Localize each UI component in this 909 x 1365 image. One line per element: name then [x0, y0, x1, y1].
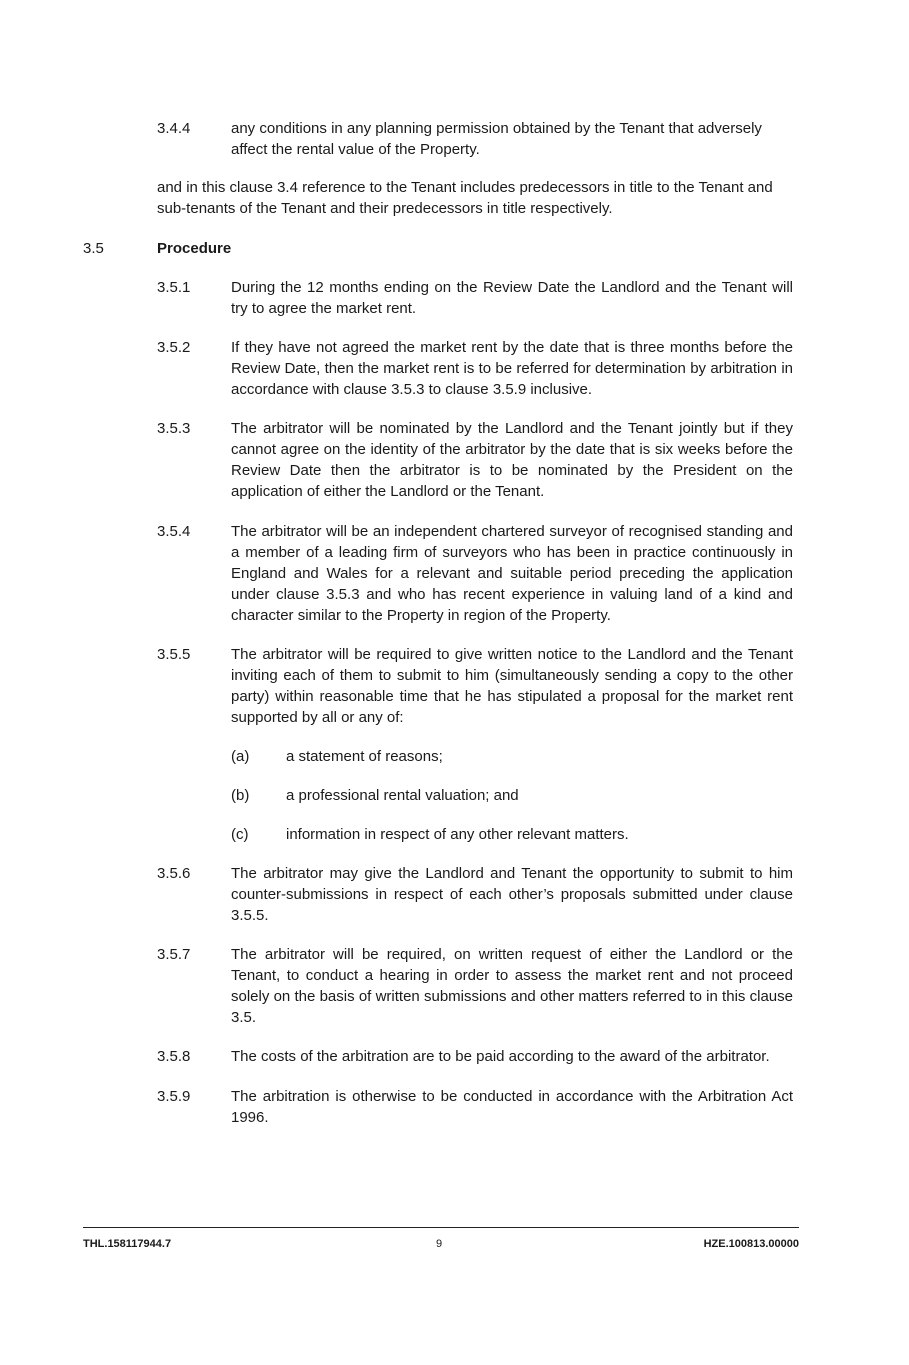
clause-number: 3.5.1: [157, 279, 191, 296]
paragraph: and in this clause 3.4 reference to the Tenant includes predecessors in title to the Tenant and sub-tenants of the Tenant and their predecessors in title respectively.: [157, 179, 773, 217]
subitem-text: a statement of reasons;: [286, 748, 443, 765]
clause-text: The arbitrator may give the Landlord and Tenant the opportunity to submit to him counter-submissions in respect of each other’s proposals submitted under clause 3.5.5.: [231, 865, 793, 924]
clause-number: 3.5.5: [157, 646, 191, 663]
clause-text: any conditions in any planning permission obtained by the Tenant that adversely affect the rental value of the Property.: [231, 120, 762, 158]
clause-number: 3.5.6: [157, 865, 191, 882]
subitem-text: a professional rental valuation; and: [286, 787, 519, 804]
page-number: 9: [436, 1238, 443, 1250]
subitem-label: (b): [231, 787, 250, 804]
clause-text: The arbitration is otherwise to be conducted in accordance with the Arbitration Act 1996.: [231, 1088, 793, 1126]
clause-number: 3.5.8: [157, 1048, 191, 1065]
clause-number: 3.4.4: [157, 120, 191, 137]
clause-text: If they have not agreed the market rent by the date that is three months before the Review Date, then the market rent is to be referred for determination by arbitration in accordance with clause 3.5.3 to clause 3.5.9 inclusive.: [231, 339, 793, 398]
section-title: Procedure: [157, 240, 232, 257]
subitem-label: (c): [231, 826, 249, 843]
clause-text: The arbitrator will be required, on written request of either the Landlord or the Tenant, to conduct a hearing in order to assess the market rent and not proceed solely on the basis of written submissions and other matters referred to in this clause 3.5.: [231, 946, 793, 1026]
clause-text: The arbitrator will be required to give written notice to the Landlord and the Tenant inviting each of them to submit to him (simultaneously sending a copy to the other party) within reasonable time that he has stipulated a proposal for the market rent supported by all or any of:: [231, 646, 793, 726]
clause-text: The arbitrator will be an independent chartered surveyor of recognised standing and a member of a leading firm of surveyors who has been in practice continuously in England and Wales for a relevant and suitable period preceding the application under clause 3.5.3 and who has recent experience in valuing land of a kind and character similar to the Property in region of the Property.: [231, 523, 793, 624]
clause-number: 3.5.7: [157, 946, 191, 963]
clause-text: The arbitrator will be nominated by the Landlord and the Tenant jointly but if they cannot agree on the identity of the arbitrator by the date that is six weeks before the Review Date then the arbitrator is to be nominated by the President on the application of either the Landlord or the Tenant.: [231, 420, 793, 500]
subitem-text: information in respect of any other relevant matters.: [286, 826, 629, 843]
footer-matter-ref: HZE.100813.00000: [703, 1238, 799, 1250]
clause-number: 3.5.4: [157, 523, 191, 540]
section-number: 3.5: [83, 240, 104, 257]
clause-number: 3.5.2: [157, 339, 191, 356]
clause-number: 3.5.3: [157, 420, 191, 437]
clause-text: During the 12 months ending on the Review Date the Landlord and the Tenant will try to agree the market rent.: [231, 279, 793, 317]
subitem-label: (a): [231, 748, 250, 765]
clause-text: The costs of the arbitration are to be paid according to the award of the arbitrator.: [231, 1048, 770, 1065]
footer-divider: [83, 1227, 799, 1228]
clause-number: 3.5.9: [157, 1088, 191, 1105]
footer-document-ref: THL.158117944.7: [83, 1238, 172, 1250]
